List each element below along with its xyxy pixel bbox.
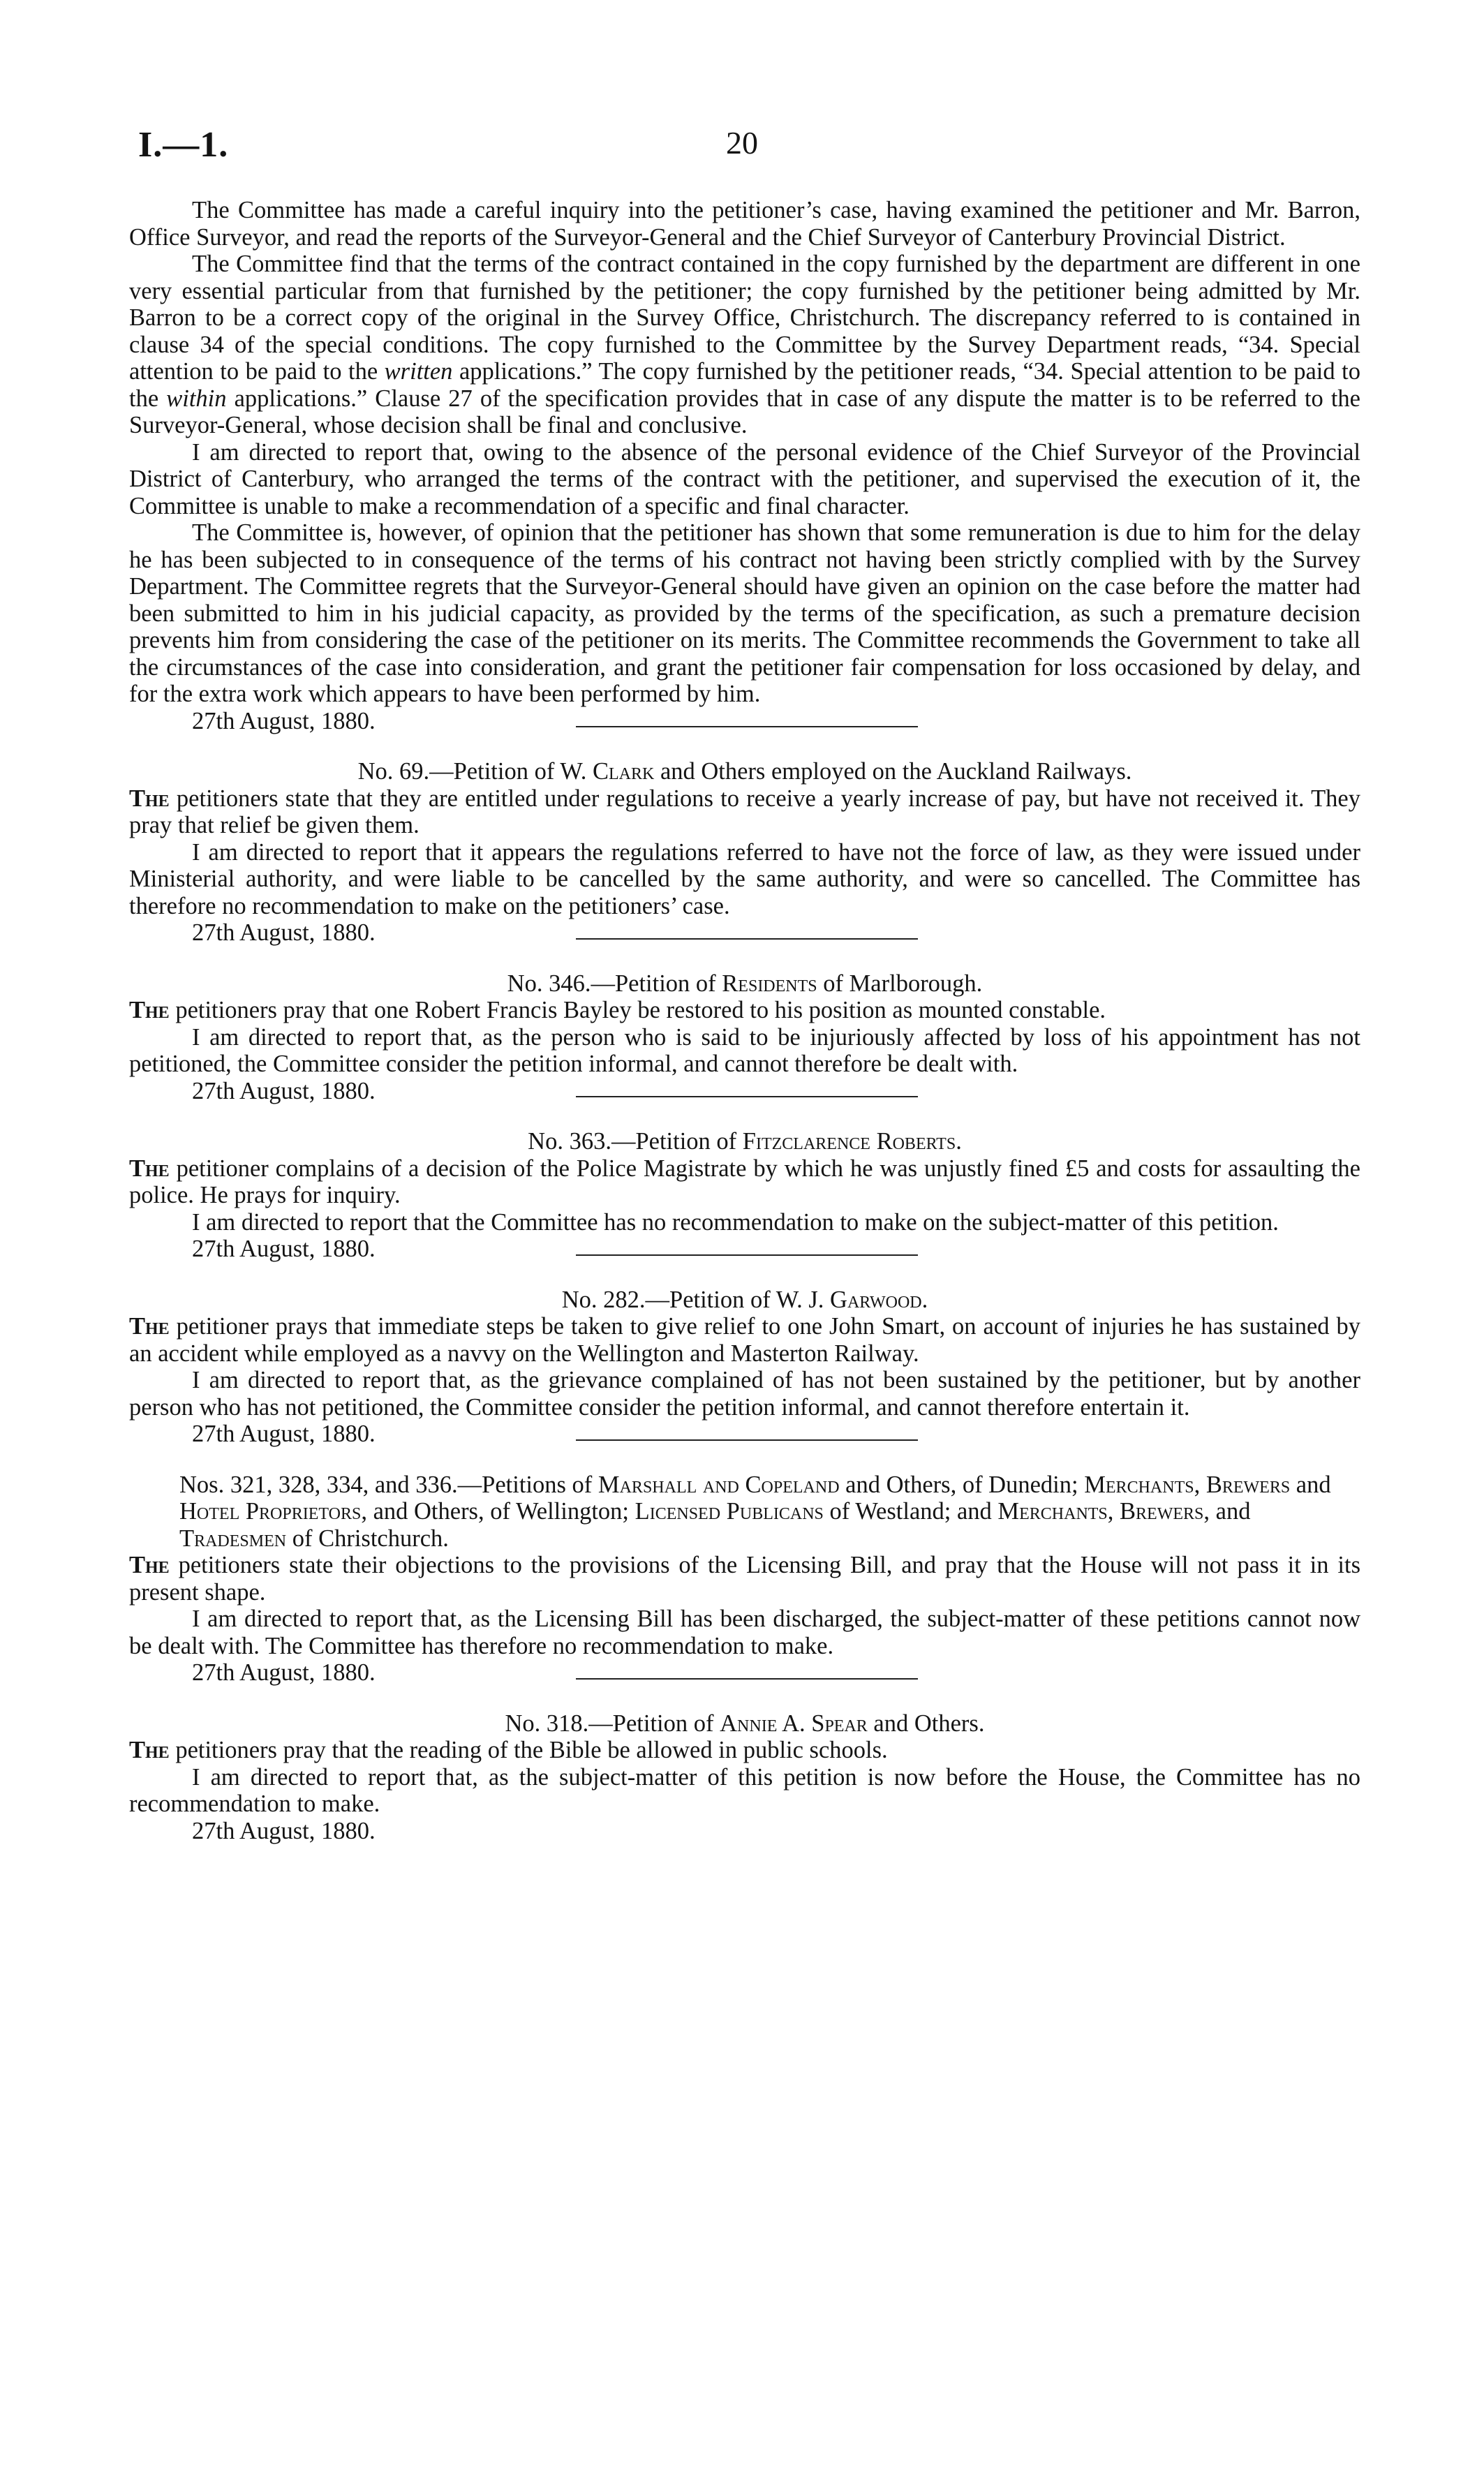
report-date: 27th August, 1880. bbox=[192, 1817, 376, 1844]
paragraph: I am directed to report that, owing to the absence of the personal evidence of the Chief Surveyor of the Provincial District of Canterbury, who arranged the terms of the contract with the petitioner, and supervised the execution of it, the Committee is unable to make a recommendation of a specific and final character. bbox=[129, 438, 1360, 519]
petition-363 bbox=[129, 1128, 1360, 1262]
committee-report: I am directed to report that, as the grievance complained of has not been sustained by the petitioner, but by another person who has not petitioned, the Committee consider the petition informal, and cannot therefore entertain it. bbox=[129, 1367, 1360, 1421]
petition-318 bbox=[129, 1710, 1360, 1845]
intro-section bbox=[129, 197, 1360, 734]
committee-report: I am directed to report that, as the Licensing Bill has been discharged, the subject-matter of these petitions cannot now be dealt with. The Committee has therefore no recommendation to make. bbox=[129, 1606, 1360, 1659]
report-date: 27th August, 1880. bbox=[192, 707, 376, 734]
petition-heading: No. 363.—Petition of Fitzclarence Roberts. bbox=[528, 1128, 962, 1155]
section-divider bbox=[576, 1439, 918, 1441]
petition-heading: No. 69.—Petition of W. Clark and Others employed on the Auckland Railways. bbox=[357, 758, 1132, 785]
committee-report: I am directed to report that the Committee has no recommendation to make on the subject-matter of this petition. bbox=[192, 1208, 1279, 1236]
report-date: 27th August, 1880. bbox=[192, 1421, 376, 1447]
section-divider bbox=[576, 726, 918, 727]
section-divider bbox=[576, 938, 918, 940]
petition-prayer: The petitioner prays that immediate steps be taken to give relief to one John Smart, on account of injuries he has sustained by an accident while employed as a navvy on the Wellington and Masterton Railway. bbox=[129, 1313, 1360, 1367]
document-body bbox=[129, 197, 1360, 1844]
report-date: 27th August, 1880. bbox=[192, 919, 376, 946]
report-date: 27th August, 1880. bbox=[192, 1236, 376, 1262]
page-number: 20 bbox=[726, 125, 758, 161]
petition-282 bbox=[129, 1286, 1360, 1447]
section-divider bbox=[576, 1096, 918, 1097]
petitions-321-336 bbox=[129, 1471, 1360, 1686]
petition-prayer: The petitioners state their objections to the provisions of the Licensing Bill, and pray that the House will not pass it in its present shape. bbox=[129, 1552, 1360, 1606]
petition-69 bbox=[129, 758, 1360, 946]
page-header bbox=[138, 124, 1346, 180]
report-date: 27th August, 1880. bbox=[192, 1077, 376, 1104]
petition-heading: No. 318.—Petition of Annie A. Spear and Others. bbox=[505, 1710, 985, 1737]
section-divider bbox=[576, 1254, 918, 1256]
petition-346 bbox=[129, 970, 1360, 1104]
petition-heading: No. 346.—Petition of Residents of Marlborough. bbox=[507, 970, 983, 997]
committee-report: I am directed to report that, as the subject-matter of this petition is now before the House, the Committee has no recommendation to make. bbox=[129, 1763, 1360, 1817]
paragraph: The Committee has made a careful inquiry into the petitioner’s case, having examined the petitioner and Mr. Barron, Office Surveyor, and read the reports of the Surveyor-General and the Chief Surveyor of Canterbury Provincial District. bbox=[129, 197, 1360, 251]
petition-prayer: The petitioner complains of a decision of the Police Magistrate by which he was unjustly fined £5 and costs for assaulting the police. He prays for inquiry. bbox=[129, 1155, 1360, 1208]
paragraph: The Committee is, however, of opinion that the petitioner has shown that some remuneration is due to him for the delay he has been subjected to in consequence of the terms of his contract not having been strictly complied with by the Survey Department. The Committee regrets that the Surveyor-General should have given an opinion on the case before the matter had been submitted to him in his judicial capacity, as provided by the terms of the specification, as such a premature decision prevents him from considering the case of the petitioner on its merits. The Committee recommends the Government to take all the circumstances of the case into consideration, and grant the petitioner fair compensation for loss occasioned by delay, and for the extra work which appears to have been performed by him. bbox=[129, 519, 1360, 707]
petition-prayer: The petitioners pray that the reading of the Bible be allowed in public schools. bbox=[129, 1737, 888, 1763]
document-reference: I.—1. bbox=[138, 125, 229, 165]
petition-prayer: The petitioners pray that one Robert Francis Bayley be restored to his position as mounted constable. bbox=[129, 997, 1106, 1023]
paragraph: The Committee find that the terms of the contract contained in the copy furnished by the department are different in one very essential particular from that furnished by the petitioner; the copy furnished by the petitioner being admitted by Mr. Barron to be a correct copy of the original in the Survey Office, Christchurch. The discrepancy referred to is contained in clause 34 of the special conditions. The copy furnished to the Committee by the Survey Department reads, “34. Special attention to be paid to the written applications.” The copy furnished by the petitioner reads, “34. Special attention to be paid to the within applications.” Clause 27 of the specification provides that in case of any dispute the matter is to be referred to the Surveyor-General, whose decision shall be final and conclusive. bbox=[129, 251, 1360, 438]
committee-report: I am directed to report that, as the person who is said to be injuriously affected by loss of his appointment has not petitioned, the Committee consider the petition informal, and cannot therefore be dealt with. bbox=[129, 1023, 1360, 1077]
section-divider bbox=[576, 1678, 918, 1680]
petition-heading: Nos. 321, 328, 334, and 336.—Petitions of Marshall and Copeland and Others, of Dunedin; Merchants, Brewers and Hotel Proprietors, and Others, of Wellington; Licensed Publicans of Westland; and Merchants, Brewers, and Tradesmen of Christchurch. bbox=[179, 1471, 1331, 1552]
petition-prayer: The petitioners state that they are entitled under regulations to receive a yearly increase of pay, but have not received it. They pray that relief be given them. bbox=[129, 785, 1360, 838]
petition-heading: No. 282.—Petition of W. J. Garwood. bbox=[561, 1286, 928, 1313]
report-date: 27th August, 1880. bbox=[192, 1659, 376, 1686]
committee-report: I am directed to report that it appears the regulations referred to have not the force of law, as they were issued under Ministerial authority, and were liable to be cancelled by the same authority, and were so cancelled. The Committee has therefore no recommendation to make on the petitioners’ case. bbox=[129, 838, 1360, 919]
